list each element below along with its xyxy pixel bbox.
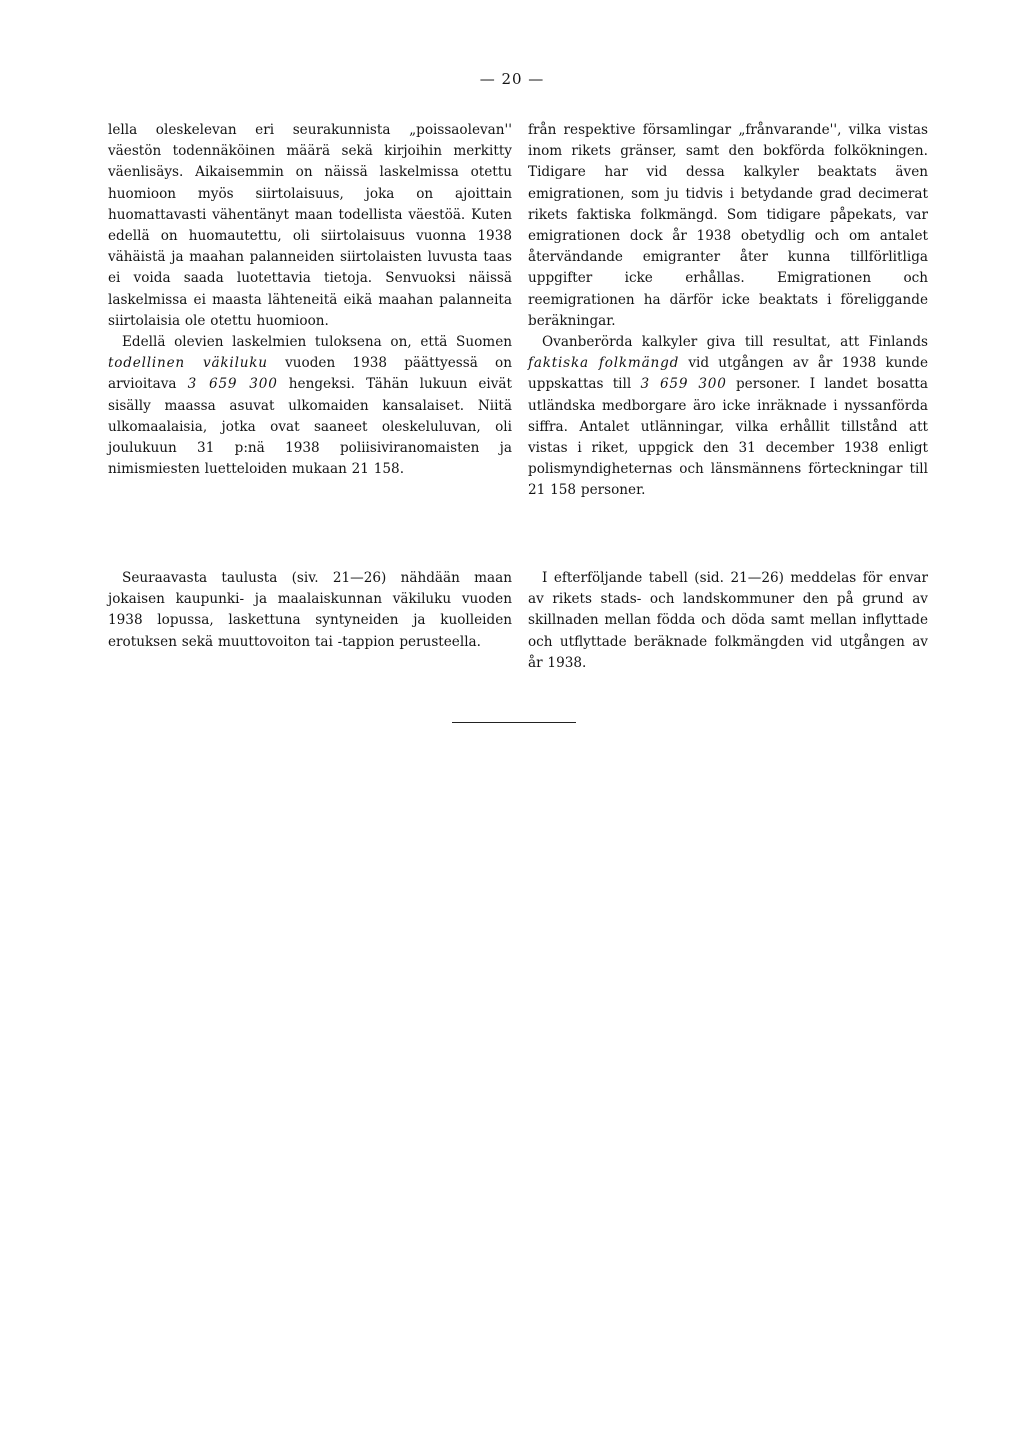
finnish-emphasis-actual-population: todellinen väkiluku bbox=[108, 355, 268, 372]
finnish-paragraph-2-end: hengeksi. Tähän lukuun eivät sisälly maassa asuvat ulkomaiden kansalaiset. Niitä ulkomaalaisia, jotka ovat saaneet oleskeluluvan, oli joulukuun 31 p:nä 1938 poliisiviranomaisten ja nimismiesten luetteloiden mukaan 21 158. bbox=[108, 376, 512, 478]
swedish-paragraph-2-start: Ovanberörda kalkyler giva till resultat, att Finlands bbox=[542, 334, 928, 351]
finnish-paragraph-2-middle: vuoden 1938 päättyessä on arvioitava bbox=[108, 355, 512, 393]
swedish-emphasis-population-figure: 3 659 300 bbox=[640, 376, 727, 393]
page-number: — 20 — bbox=[479, 70, 545, 88]
swedish-paragraph-2 bbox=[528, 332, 928, 502]
section-divider-rule bbox=[452, 722, 576, 723]
finnish-column-top bbox=[108, 120, 512, 480]
finnish-paragraph-2-start: Edellä olevien laskelmien tuloksena on, että Suomen bbox=[122, 334, 512, 351]
finnish-paragraph-1: lella oleskelevan eri seurakunnista „poissaolevan'' väestön todennäköinen määrä sekä kirjoihin merkitty väenlisäys. Aikaisemmin on näissä laskelmissa otettu huomioon myös siirtolaisuus, joka on ajoittain huomattavasti vähentänyt maan todellista väestöä. Kuten edellä on huomautettu, oli siirtolaisuus vuonna 1938 vähäistä ja maahan palanneiden siirtolaisten luvusta taas ei voida saada luotettavia tietoja. Senvuoksi näissä laskelmissa ei maasta lähteneitä eikä maahan palanneita siirtolaisia ole otettu huomioon. bbox=[108, 122, 512, 329]
swedish-paragraph-2-middle: vid utgången av år 1938 kunde uppskattas till bbox=[528, 355, 928, 393]
swedish-column-bottom bbox=[528, 568, 928, 674]
finnish-table-intro: Seuraavasta taulusta (siv. 21—26) nähdään maan jokaisen kaupunki- ja maalaiskunnan väkiluku vuoden 1938 lopussa, laskettuna syntyneiden ja kuolleiden erotuksen sekä muuttovoiton tai -tappion perusteella. bbox=[108, 570, 512, 650]
swedish-column-top bbox=[528, 120, 928, 502]
finnish-paragraph-2 bbox=[108, 332, 512, 480]
swedish-paragraph-2-end: personer. I landet bosatta utländska medborgare äro icke inräknade i nyssanförda siffra. Antalet utlänningar, vilka erhållit tillstånd att vistas i riket, uppgick den 31 december 1938 enligt polismyndigheternas och länsmännens förteckningar till 21 158 personer. bbox=[528, 376, 928, 499]
finnish-emphasis-population-figure: 3 659 300 bbox=[187, 376, 278, 393]
swedish-emphasis-actual-population: faktiska folkmängd bbox=[528, 355, 680, 372]
finnish-column-bottom bbox=[108, 568, 512, 653]
swedish-paragraph-1: från respektive församlingar „frånvarande'', vilka vistas inom rikets gränser, samt den bokförda folkökningen. Tidigare har vid dessa kalkyler beaktats även emigrationen, som ju tidvis i betydande grad decimerat rikets faktiska folkmängd. Som tidigare påpekats, var emigrationen dock år 1938 obetydlig och om antalet återvändande emigranter åter kunna tillförlitliga uppgifter icke erhållas. Emigrationen och reemigrationen ha därför icke beaktats i föreliggande beräkningar. bbox=[528, 122, 928, 329]
swedish-table-intro: I efterföljande tabell (sid. 21—26) meddelas för envar av rikets stads- och landskommuner den på grund av skillnaden mellan födda och döda samt mellan inflyttade och utflyttade beräknade folkmängden vid utgången av år 1938. bbox=[528, 570, 928, 671]
